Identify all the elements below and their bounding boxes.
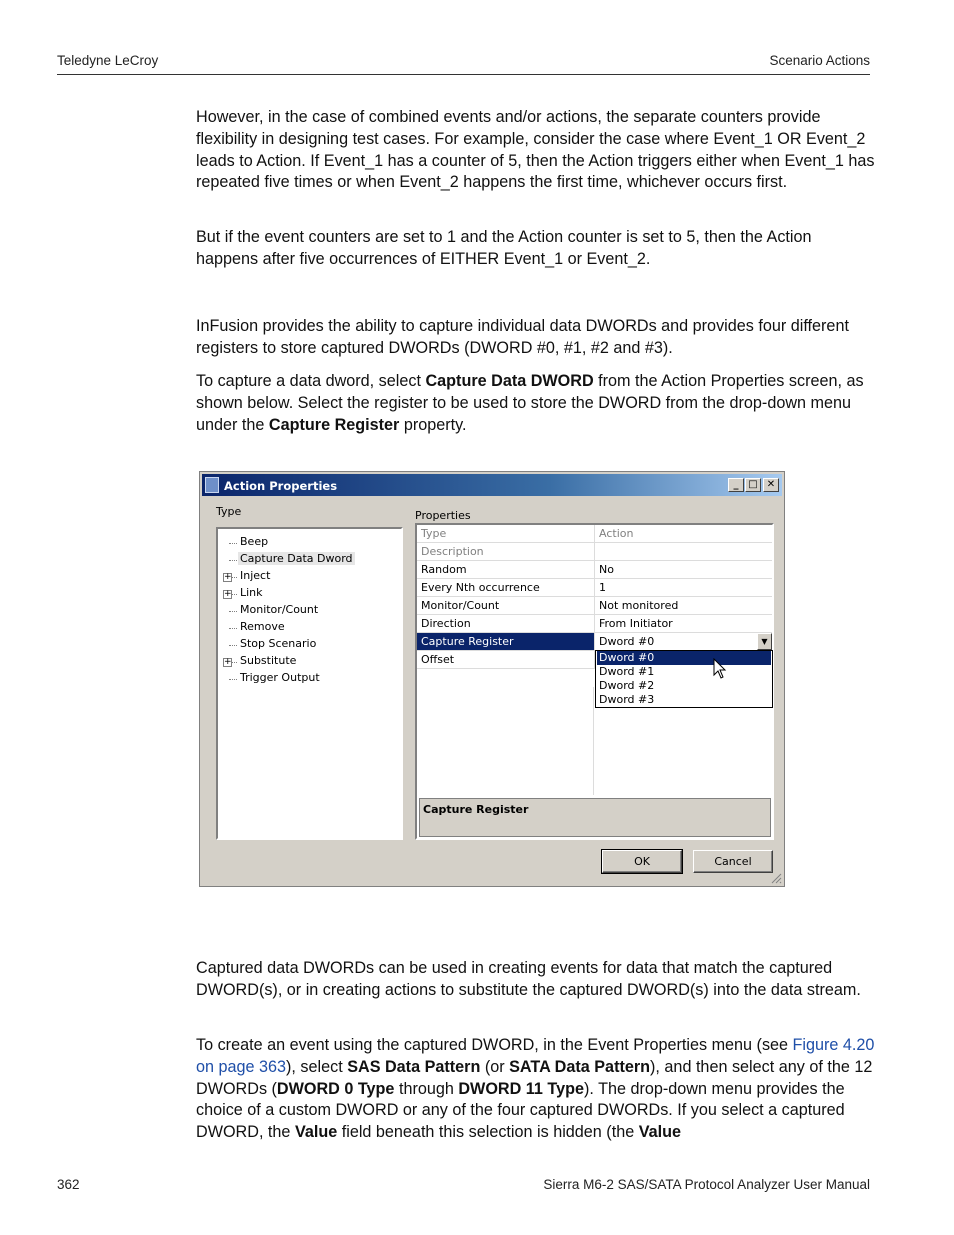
figure-link[interactable]: Figure 4.20 on page 363 [196, 1036, 875, 1076]
paragraph-infusion-intro: InFusion provides the ability to capture individual data DWORDs and provides four different registers to store captured DWORDs (DWORD #0, #1, #2 and #3). [196, 317, 849, 357]
property-key: Capture Register [417, 633, 595, 650]
dropdown-option[interactable]: Dword #1 [599, 665, 655, 678]
dropdown-option[interactable]: Dword #2 [599, 679, 655, 692]
tree-connector [229, 645, 237, 646]
property-key: Description [417, 543, 595, 560]
property-value[interactable]: Action [599, 527, 634, 540]
tree-item[interactable]: Monitor/Count [240, 603, 319, 616]
mouse-pointer-icon [713, 658, 727, 680]
property-row[interactable] [417, 633, 772, 651]
property-key: Random [417, 561, 595, 578]
type-label: Type [216, 505, 242, 518]
grid-column-divider [593, 687, 594, 795]
tree-connector [229, 560, 237, 561]
property-value[interactable] [595, 543, 772, 560]
resize-grip-icon[interactable] [770, 872, 782, 884]
paragraph-event-counters: But if the event counters are set to 1 and the Action counter is set to 5, then the Action happens after five occurrences of EITHER Event_1 or Event_2. [196, 228, 812, 268]
dropdown-option[interactable]: Dword #0 [597, 651, 771, 665]
property-description-box [419, 798, 771, 837]
property-value[interactable]: Dword #0 ▼ [595, 633, 772, 650]
tree-item[interactable]: Capture Data Dword [240, 552, 353, 565]
tree-item[interactable]: Remove [240, 620, 285, 633]
capture-register-dropdown-list[interactable] [595, 650, 773, 708]
tree-item[interactable]: Substitute [240, 654, 297, 667]
paragraph-captured-usage: Captured data DWORDs can be used in creating events for data that match the captured DWORD(s), or in creating actions to substitute the captured DWORD(s) into the data stream. [196, 959, 861, 999]
expand-plus-icon[interactable]: + [224, 572, 232, 582]
header-right: Scenario Actions [769, 53, 870, 68]
app-icon [205, 477, 219, 493]
maximize-button[interactable]: □ [745, 478, 761, 492]
close-button[interactable]: ✕ [763, 478, 779, 492]
header-left: Teledyne LeCroy [57, 53, 159, 68]
tree-connector [229, 611, 237, 612]
property-row[interactable] [417, 597, 772, 615]
tree-item[interactable]: Link [240, 586, 263, 599]
tree-item[interactable]: Stop Scenario [240, 637, 317, 650]
tree-item[interactable]: Beep [240, 535, 269, 548]
property-row[interactable] [417, 525, 772, 543]
dropdown-arrow-icon[interactable]: ▼ [757, 633, 772, 650]
property-key: Direction [417, 615, 595, 632]
type-tree[interactable] [216, 527, 403, 840]
property-row[interactable] [417, 561, 772, 579]
property-key: Monitor/Count [417, 597, 595, 614]
action-properties-dialog [199, 471, 785, 887]
tree-connector [229, 543, 237, 544]
tree-connector [229, 679, 237, 680]
expand-plus-icon[interactable]: + [224, 589, 232, 599]
tree-item[interactable]: Inject [240, 569, 271, 582]
properties-label: Properties [415, 509, 471, 522]
property-key: Offset [417, 651, 595, 668]
header-rule [57, 74, 870, 75]
footer-manual-title: Sierra M6-2 SAS/SATA Protocol Analyzer User Manual [543, 1177, 870, 1192]
paragraph-create-event: To create an event using the captured DWORD, in the Event Properties menu (see Figure 4.20 on page 363), select SAS Data Pattern (or SATA Data Pattern), and then select any of the 12 DWORDs (DWORD 0 Type through DWORD 11 Type). The drop-down menu provides the choice of a custom DWORD or any of the four captured DWORDs. If you select a captured DWORD, the Value field beneath this selection is hidden (the Value [196, 1036, 875, 1142]
dialog-title: Action Properties [224, 479, 338, 493]
ok-button[interactable]: OK [602, 850, 682, 873]
minimize-button[interactable]: _ [728, 478, 744, 492]
tree-connector [229, 628, 237, 629]
property-value[interactable]: 1 [599, 581, 606, 594]
property-key: Every Nth occurrence [417, 579, 595, 596]
dialog-titlebar[interactable] [202, 474, 782, 496]
expand-plus-icon[interactable]: + [224, 657, 232, 667]
property-row[interactable] [417, 543, 772, 561]
page-number: 362 [57, 1177, 80, 1192]
paragraph-counters: However, in the case of combined events and/or actions, the separate counters provide flexibility in designing test cases. For example, consider the case where Event_1 OR Event_2 leads to Action. If Event_1 has a counter of 5, then the Action triggers either when Event_1 has repeated five times or when Event_2 happens the first time, whichever occurs first. [196, 108, 875, 192]
cancel-button[interactable]: Cancel [693, 850, 773, 873]
property-value[interactable]: From Initiator [599, 617, 673, 630]
tree-item[interactable]: Trigger Output [240, 671, 320, 684]
property-row[interactable] [417, 615, 772, 633]
property-value[interactable]: Not monitored [599, 599, 679, 612]
dropdown-option[interactable]: Dword #3 [599, 693, 655, 706]
property-row[interactable] [417, 579, 772, 597]
property-value[interactable]: No [599, 563, 614, 576]
property-key: Type [417, 525, 595, 542]
description-title: Capture Register [423, 803, 529, 816]
paragraph-capture-instructions: To capture a data dword, select Capture Data DWORD from the Action Properties screen, as shown below. Select the register to be used to store the DWORD from the drop-down menu under the Capture Register property. [196, 372, 864, 434]
